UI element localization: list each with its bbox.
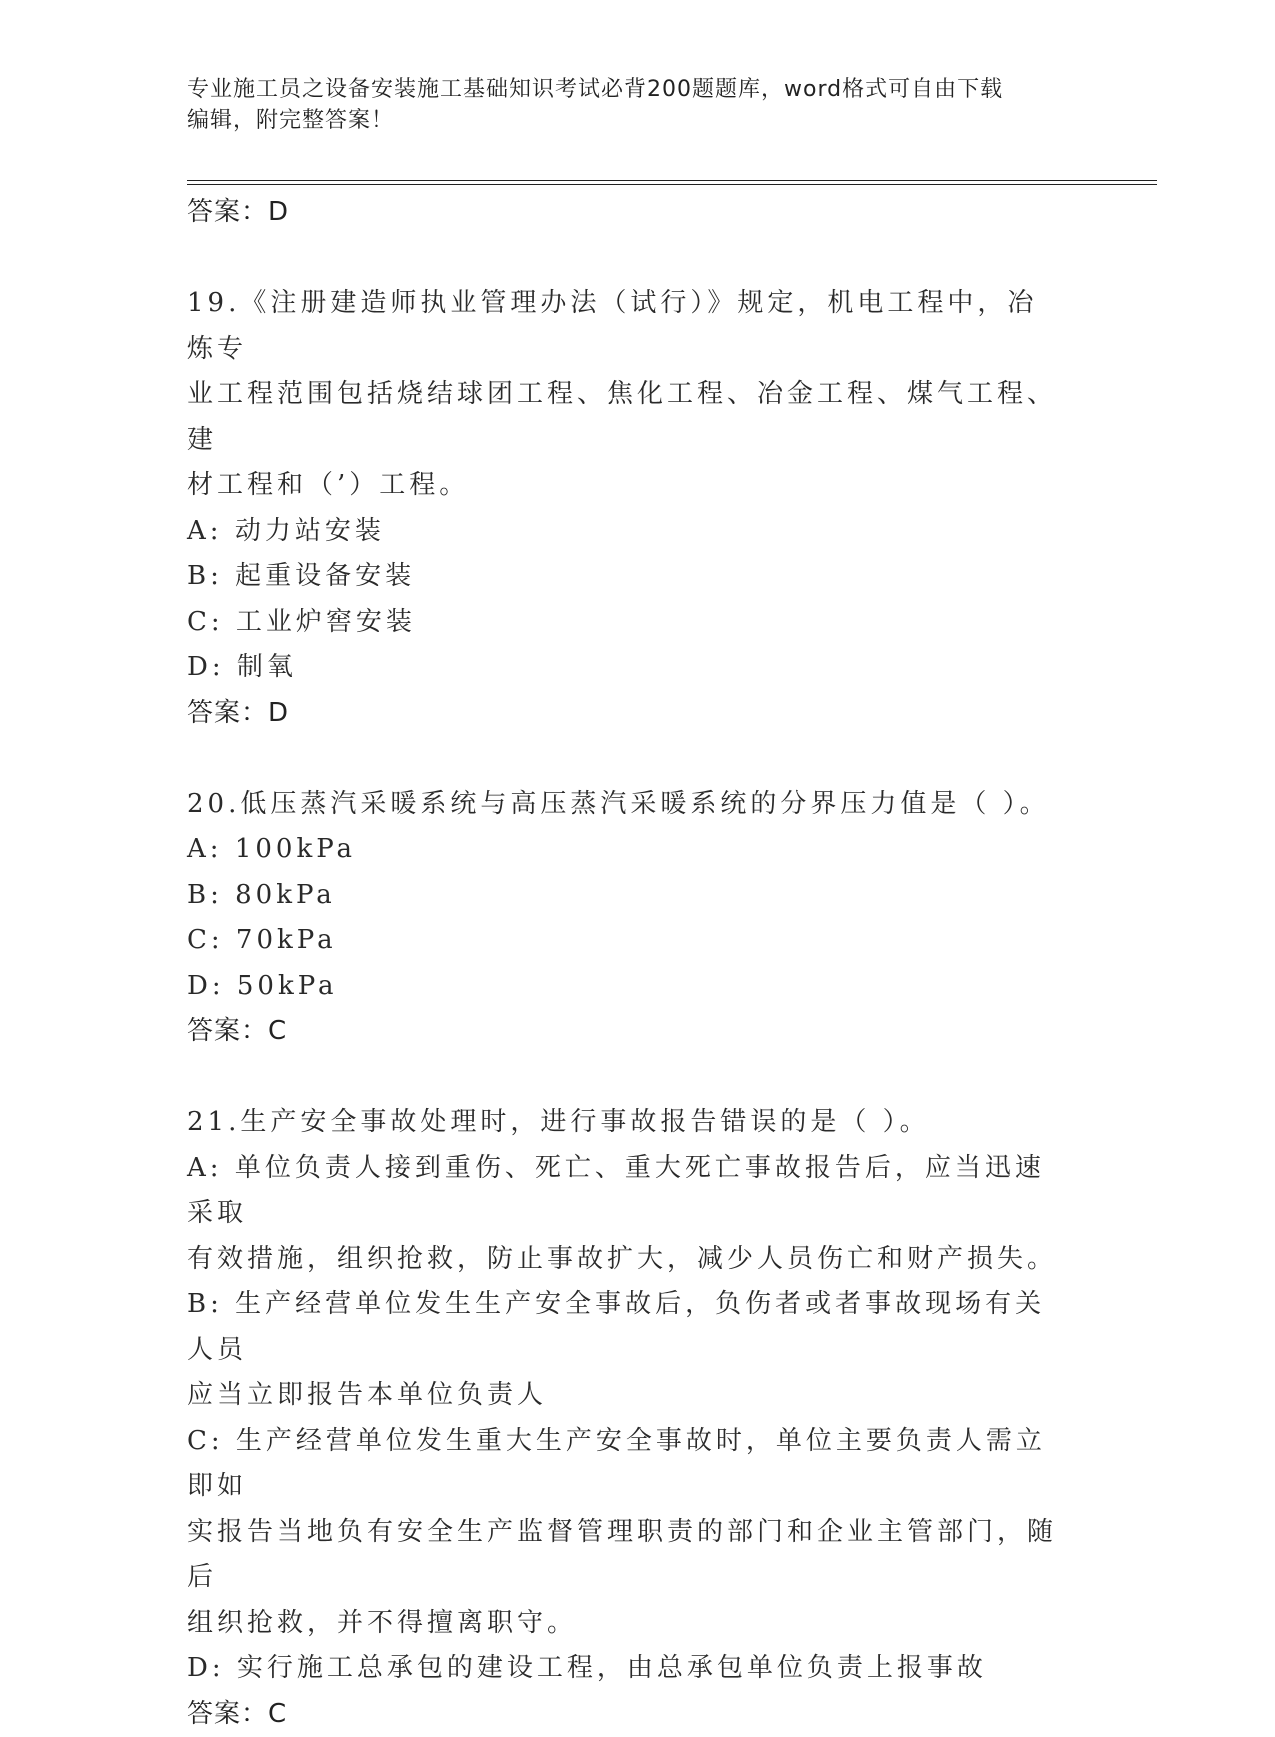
answer-label: 答案： xyxy=(187,197,269,227)
option-c xyxy=(187,600,1067,646)
option-c-continued: 组织抢救，并不得擅离职守。 xyxy=(187,1607,578,1638)
option-a xyxy=(187,827,1067,873)
header-line-2: 编辑，附完整答案！ xyxy=(187,108,395,133)
option-text: 70kPa xyxy=(235,925,337,955)
option-text: 80kPa xyxy=(235,879,336,910)
option-text: 100kPa xyxy=(234,834,357,864)
question-text-line xyxy=(187,1100,1067,1146)
answer-value: D xyxy=(268,697,290,728)
option-key: B: xyxy=(187,1289,223,1319)
option-text: 动力站安装 xyxy=(234,515,385,546)
option-text: 生产经营单位发生重大生产安全事故时，单位主要负责人需立即如 xyxy=(187,1425,1046,1501)
answer-line xyxy=(187,1009,1067,1054)
option-key: A: xyxy=(187,1152,223,1183)
question-text: 生产安全事故处理时，进行事故报告错误的是（ ）。 xyxy=(240,1107,930,1137)
question-text-line: 材工程和（’）工程。 xyxy=(187,470,470,500)
option-key: A: xyxy=(187,515,223,546)
answer-value: C xyxy=(268,1698,288,1729)
question-text-line xyxy=(187,281,1067,372)
option-key: C: xyxy=(187,1425,224,1456)
option-key: C: xyxy=(187,925,224,955)
option-key: A: xyxy=(187,834,223,864)
question-21 xyxy=(187,1100,1067,1737)
question-text-line: 业工程范围包括烧结球团工程、焦化工程、冶金工程、煤气工程、建 xyxy=(187,379,1058,455)
option-a-continued: 有效措施，组织抢救，防止事故扩大，减少人员伤亡和财产损失。 xyxy=(187,1243,1058,1274)
option-key: D: xyxy=(187,970,225,1001)
option-b xyxy=(187,873,1067,919)
option-b xyxy=(187,1282,1067,1373)
option-a xyxy=(187,509,1067,555)
document-page xyxy=(187,0,1157,1729)
option-d xyxy=(187,1646,1067,1692)
option-text: 单位负责人接到重伤、死亡、重大死亡事故报告后，应当迅速采取 xyxy=(187,1152,1045,1228)
header-line-1: 专业施工员之设备安装施工基础知识考试必背200题题库，word格式可自由下载 xyxy=(187,77,1004,102)
answer-line xyxy=(187,691,1067,736)
spacer xyxy=(187,736,1067,782)
header-rule-top xyxy=(187,180,1157,181)
question-19 xyxy=(187,281,1067,736)
option-text: 制氧 xyxy=(236,652,297,682)
answer-line xyxy=(187,190,1067,235)
option-key: B: xyxy=(187,879,223,910)
document-header xyxy=(187,74,1067,136)
question-number: 21. xyxy=(187,1107,241,1137)
option-c xyxy=(187,1419,1067,1510)
option-key: D: xyxy=(187,652,225,682)
option-text: 实行施工总承包的建设工程，由总承包单位负责上报事故 xyxy=(236,1653,987,1683)
option-key: D: xyxy=(187,1653,225,1683)
question-20 xyxy=(187,782,1067,1055)
spacer xyxy=(187,1054,1067,1100)
question-list xyxy=(187,190,1067,1737)
question-text: 《注册建造师执业管理办法（试行）》规定，机电工程中，冶炼专 xyxy=(187,288,1038,364)
option-key: C: xyxy=(187,606,224,637)
option-d xyxy=(187,645,1067,691)
answer-value: D xyxy=(268,197,290,227)
question-number: 20. xyxy=(187,788,241,819)
option-c xyxy=(187,918,1067,964)
option-text: 生产经营单位发生生产安全事故后，负伤者或者事故现场有关人员 xyxy=(187,1289,1046,1365)
header-rule-bottom xyxy=(187,184,1157,185)
option-b-continued: 应当立即报告本单位负责人 xyxy=(187,1380,548,1410)
answer-label: 答案： xyxy=(187,1698,269,1729)
answer-value: C xyxy=(268,1016,288,1046)
option-c-continued: 实报告当地负有安全生产监督管理职责的部门和企业主管部门，随后 xyxy=(187,1516,1058,1592)
option-a xyxy=(187,1146,1067,1237)
option-b xyxy=(187,554,1067,600)
option-text: 工业炉窖安装 xyxy=(235,606,416,637)
question-text-line xyxy=(187,782,1067,828)
answer-label: 答案： xyxy=(187,697,269,728)
option-d xyxy=(187,964,1067,1010)
question-number: 19. xyxy=(187,288,241,318)
option-text: 50kPa xyxy=(236,970,338,1001)
option-text: 起重设备安装 xyxy=(235,561,416,591)
answer-label: 答案： xyxy=(187,1016,269,1046)
spacer xyxy=(187,235,1067,281)
answer-line xyxy=(187,1692,1067,1737)
question-text: 低压蒸汽采暖系统与高压蒸汽采暖系统的分界压力值是（ ）。 xyxy=(240,788,1050,819)
option-key: B: xyxy=(187,561,223,591)
